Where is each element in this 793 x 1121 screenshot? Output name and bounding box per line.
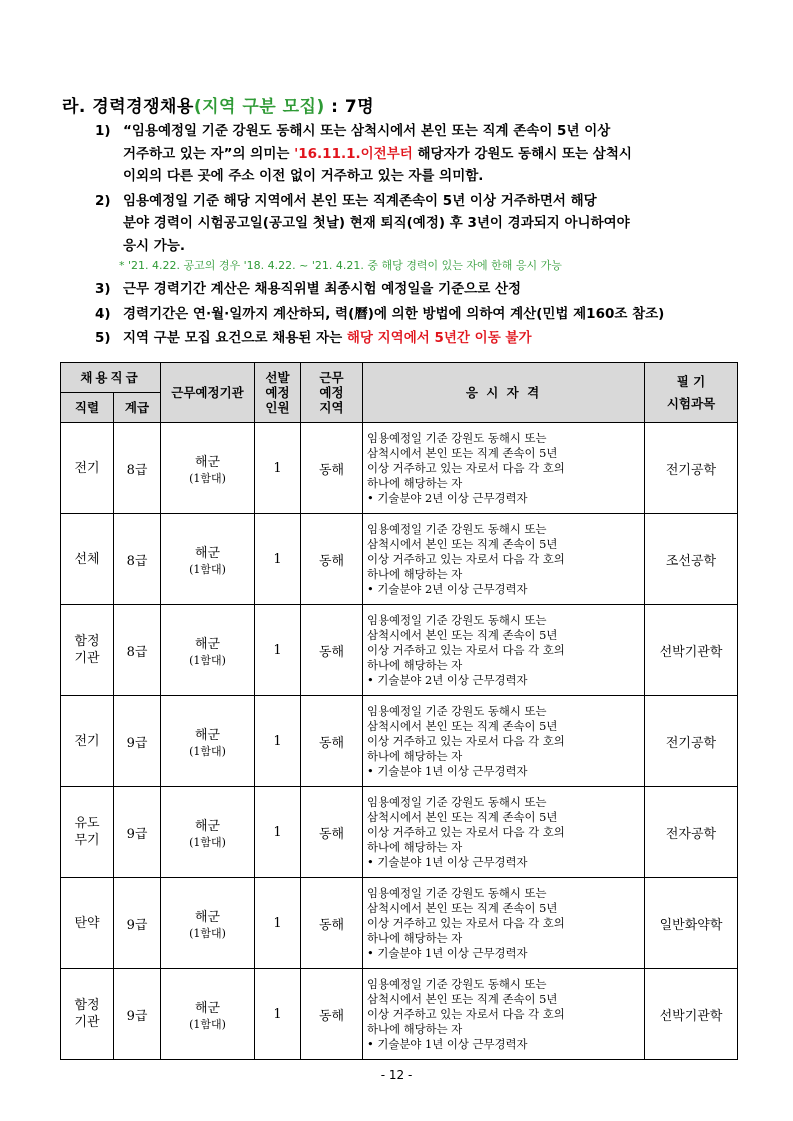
cell-count: 1 — [255, 423, 301, 514]
cell-region: 동해 — [301, 696, 363, 787]
note-number: 4) — [95, 305, 111, 322]
cell-count: 1 — [255, 969, 301, 1060]
cell-count: 1 — [255, 787, 301, 878]
section-title-suffix: : 7명 — [324, 97, 375, 117]
table-row — [61, 423, 738, 514]
header-count: 선발 예정 인원 — [255, 363, 301, 423]
cell-grade: 8급 — [114, 514, 161, 605]
qualification-text: 임용예정일 기준 강원도 동해시 또는 삼척시에서 본인 또는 직계 존속이 5년 이상 거주하고 있는 자로서 다음 각 호의 하나에 해당하는 자 — [367, 703, 565, 763]
cell-region: 동해 — [301, 514, 363, 605]
note-line: 분야 경력이 시험공고일(공고일 첫날) 현재 퇴직(예정) 후 3년이 경과되지 아니하여야 — [123, 215, 630, 231]
note-2-subnote: * '21. 4.22. 공고의 경우 '18. 4.22. ~ '21. 4.21. 중 해당 경력이 있는 자에 한해 응시 가능 — [119, 259, 562, 272]
qualification-text: 임용예정일 기준 강원도 동해시 또는 삼척시에서 본인 또는 직계 존속이 5년 이상 거주하고 있는 자로서 다음 각 호의 하나에 해당하는 자 — [367, 885, 565, 945]
table-row — [61, 605, 738, 696]
note-4 — [95, 303, 745, 326]
note-line — [123, 143, 745, 166]
unit-name: 해군 — [194, 454, 221, 470]
table-row — [61, 514, 738, 605]
cell-jikryul: 유도 무기 — [61, 787, 114, 878]
cell-subject: 전자공학 — [645, 787, 738, 878]
unit-detail: (1함대) — [189, 1017, 226, 1031]
cell-qualification — [363, 878, 645, 969]
table-row — [61, 878, 738, 969]
cell-jikryul: 전기 — [61, 423, 114, 514]
cell-unit — [161, 787, 255, 878]
cell-grade: 8급 — [114, 605, 161, 696]
note-number: 5) — [95, 330, 111, 346]
cell-grade: 9급 — [114, 787, 161, 878]
note-highlight: 해당 지역에서 5년간 이동 불가 — [346, 330, 532, 346]
table-body — [61, 423, 738, 1060]
cell-jikryul: 함정 기관 — [61, 969, 114, 1060]
cell-grade: 9급 — [114, 696, 161, 787]
cell-region: 동해 — [301, 423, 363, 514]
cell-unit — [161, 878, 255, 969]
cell-subject: 전기공학 — [645, 423, 738, 514]
qualification-bullet: • 기술분야 1년 이상 근무경력자 — [367, 854, 528, 869]
section-title-prefix: 라. 경력경쟁채용 — [62, 97, 194, 117]
cell-jikryul: 함정 기관 — [61, 605, 114, 696]
unit-name: 해군 — [194, 727, 221, 743]
qualification-text: 임용예정일 기준 강원도 동해시 또는 삼척시에서 본인 또는 직계 존속이 5년 이상 거주하고 있는 자로서 다음 각 호의 하나에 해당하는 자 — [367, 976, 565, 1036]
unit-name: 해군 — [194, 545, 221, 561]
qualification-bullet: • 기술분야 2년 이상 근무경력자 — [367, 490, 528, 505]
cell-unit — [161, 969, 255, 1060]
table-row — [61, 696, 738, 787]
qualification-text: 임용예정일 기준 강원도 동해시 또는 삼척시에서 본인 또는 직계 존속이 5년 이상 거주하고 있는 자로서 다음 각 호의 하나에 해당하는 자 — [367, 521, 565, 581]
cell-jikryul: 선체 — [61, 514, 114, 605]
cell-qualification — [363, 696, 645, 787]
unit-detail: (1함대) — [189, 926, 226, 940]
table-row — [61, 969, 738, 1060]
table-row — [61, 787, 738, 878]
cell-region: 동해 — [301, 878, 363, 969]
cell-qualification — [363, 605, 645, 696]
unit-name: 해군 — [194, 636, 221, 652]
qualification-bullet: • 기술분야 1년 이상 근무경력자 — [367, 763, 528, 778]
cell-unit — [161, 423, 255, 514]
note-line: 임용예정일 기준 해당 지역에서 본인 또는 직계존속이 5년 이상 거주하면서 해당 — [123, 192, 597, 209]
unit-detail: (1함대) — [189, 744, 226, 758]
cell-region: 동해 — [301, 787, 363, 878]
qualification-bullet: • 기술분야 1년 이상 근무경력자 — [367, 1036, 528, 1051]
cell-unit — [161, 696, 255, 787]
header-qualification: 응 시 자 격 — [363, 363, 645, 423]
qualification-bullet: • 기술분야 2년 이상 근무경력자 — [367, 672, 528, 687]
cell-count: 1 — [255, 696, 301, 787]
cell-subject: 전기공학 — [645, 696, 738, 787]
unit-name: 해군 — [194, 909, 221, 925]
unit-name: 해군 — [194, 1000, 221, 1016]
unit-detail: (1함대) — [189, 471, 226, 485]
cell-unit — [161, 605, 255, 696]
note-highlight: '16.11.1.이전부터 — [294, 145, 413, 162]
recruitment-table — [60, 362, 738, 1060]
unit-detail: (1함대) — [189, 562, 226, 576]
note-line: 근무 경력기간 계산은 채용직위별 최종시험 예정일을 기준으로 산정 — [123, 281, 522, 297]
header-subject: 필 기 시험과목 — [645, 363, 738, 423]
qualification-text: 임용예정일 기준 강원도 동해시 또는 삼척시에서 본인 또는 직계 존속이 5년 이상 거주하고 있는 자로서 다음 각 호의 하나에 해당하는 자 — [367, 794, 565, 854]
qualification-text: 임용예정일 기준 강원도 동해시 또는 삼척시에서 본인 또는 직계 존속이 5년 이상 거주하고 있는 자로서 다음 각 호의 하나에 해당하는 자 — [367, 612, 565, 672]
cell-count: 1 — [255, 878, 301, 969]
note-line: 경력기간은 연·월·일까지 계산하되, 력(曆)에 의한 방법에 의하여 계산(민법 제160조 참조) — [123, 305, 665, 322]
header-grade: 계급 — [114, 393, 161, 423]
section-title — [62, 92, 374, 117]
cell-unit — [161, 514, 255, 605]
note-number: 1) — [95, 123, 111, 139]
notes-list — [95, 120, 745, 352]
page-number: - 12 - — [380, 1068, 413, 1082]
cell-qualification — [363, 514, 645, 605]
cell-subject: 조선공학 — [645, 514, 738, 605]
cell-grade: 8급 — [114, 423, 161, 514]
cell-subject: 일반화약학 — [645, 878, 738, 969]
note-number: 3) — [95, 281, 111, 297]
note-2 — [95, 190, 745, 258]
qualification-bullet: • 기술분야 2년 이상 근무경력자 — [367, 581, 528, 596]
header-group: 채용직급 — [61, 363, 161, 393]
qualification-bullet: • 기술분야 1년 이상 근무경력자 — [367, 945, 528, 960]
note-1 — [95, 120, 745, 188]
unit-detail: (1함대) — [189, 653, 226, 667]
cell-count: 1 — [255, 514, 301, 605]
cell-region: 동해 — [301, 969, 363, 1060]
cell-grade: 9급 — [114, 878, 161, 969]
cell-grade: 9급 — [114, 969, 161, 1060]
note-number: 2) — [95, 192, 111, 209]
section-title-highlight: (지역 구분 모집) — [193, 97, 325, 117]
qualification-text: 임용예정일 기준 강원도 동해시 또는 삼척시에서 본인 또는 직계 존속이 5년 이상 거주하고 있는 자로서 다음 각 호의 하나에 해당하는 자 — [367, 430, 565, 490]
cell-subject: 선박기관학 — [645, 969, 738, 1060]
note-line — [123, 327, 745, 350]
note-text: 해당자가 강원도 동해시 또는 삼척시 — [412, 145, 632, 162]
note-text: 거주하고 있는 자”의 의미는 — [123, 145, 295, 162]
note-line: 응시 가능. — [123, 237, 185, 254]
note-5 — [95, 327, 745, 350]
cell-qualification — [363, 969, 645, 1060]
header-unit: 근무예정기관 — [161, 363, 255, 423]
cell-qualification — [363, 423, 645, 514]
unit-name: 해군 — [194, 818, 221, 834]
cell-subject: 선박기관학 — [645, 605, 738, 696]
note-text: 지역 구분 모집 요건으로 채용된 자는 — [123, 330, 347, 346]
note-3 — [95, 278, 745, 301]
cell-count: 1 — [255, 605, 301, 696]
cell-region: 동해 — [301, 605, 363, 696]
note-line: 이외의 다른 곳에 주소 이전 없이 거주하고 있는 자를 의미함. — [123, 168, 484, 184]
header-jikryul: 직렬 — [61, 393, 114, 423]
header-region: 근무 예정 지역 — [301, 363, 363, 423]
unit-detail: (1함대) — [189, 835, 226, 849]
cell-jikryul: 탄약 — [61, 878, 114, 969]
cell-qualification — [363, 787, 645, 878]
note-line: “임용예정일 기준 강원도 동해시 또는 삼척시에서 본인 또는 직계 존속이 5년 이상 — [123, 123, 611, 139]
cell-jikryul: 전기 — [61, 696, 114, 787]
